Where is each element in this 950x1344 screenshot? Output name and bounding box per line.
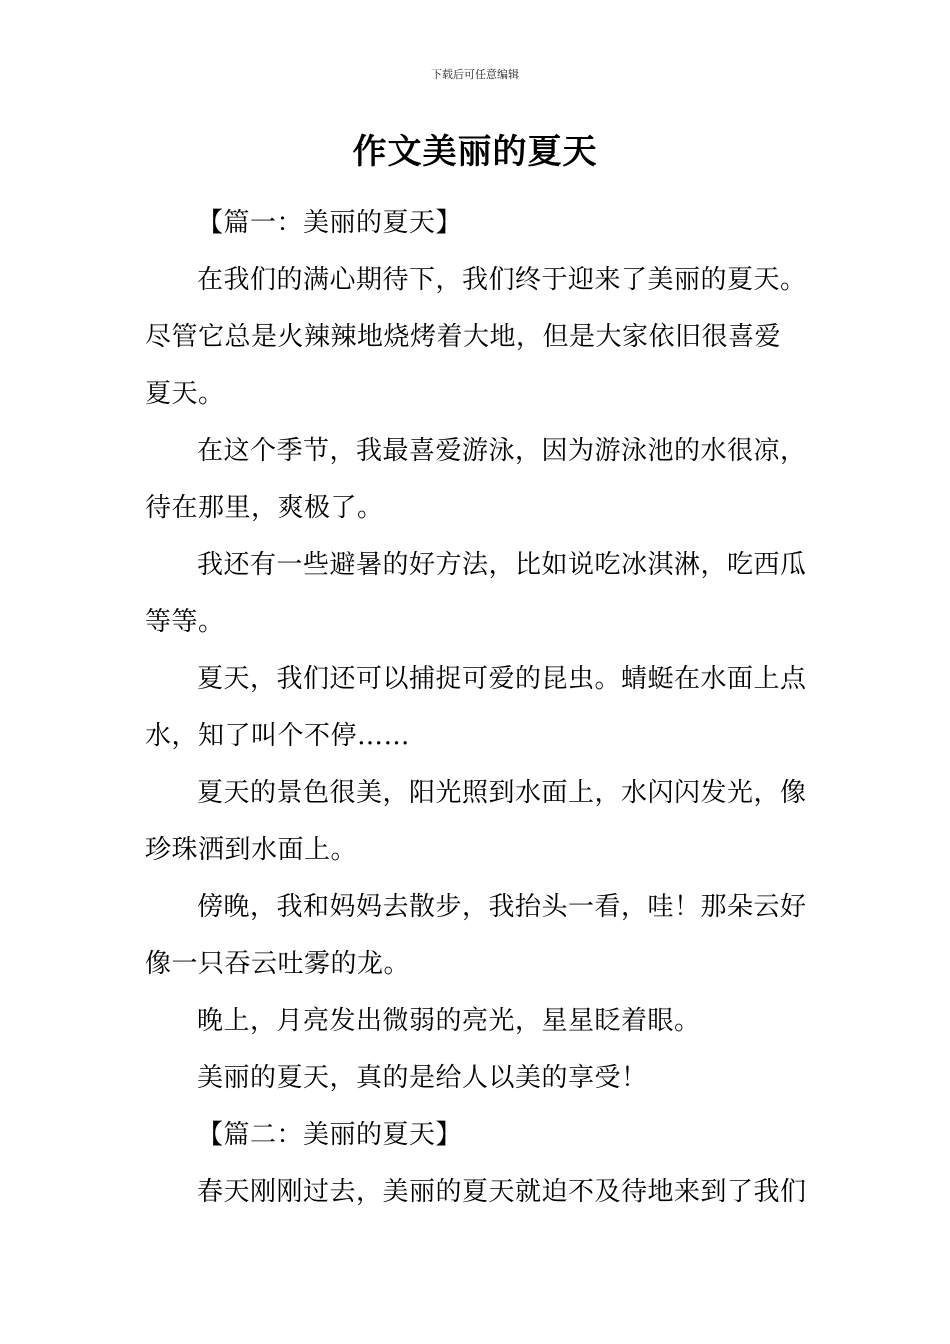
- paragraph: 美丽的夏天，真的是给人以美的享受！: [197, 1063, 648, 1093]
- paragraph: 夏天，我们还可以捕捉可爱的昆虫。蜻蜓在水面上点水，知了叫个不停……: [145, 664, 807, 751]
- paragraph: 在我们的满心期待下，我们终于迎来了美丽的夏天。尽管它总是火辣辣地烧烤着大地，但是大家依旧很喜爱夏天。: [145, 265, 807, 409]
- section-heading-2: 【篇二：美丽的夏天】: [197, 1120, 463, 1150]
- paragraph: 在这个季节，我最喜爱游泳，因为游泳池的水很凉，待在那里，爽极了。: [145, 436, 807, 523]
- section-heading-1: 【篇一：美丽的夏天】: [197, 208, 463, 238]
- paragraph: 晚上，月亮发出微弱的亮光，星星眨着眼。: [197, 1006, 701, 1036]
- article-body: [145, 195, 807, 1221]
- page-title: 作文美丽的夏天: [352, 132, 598, 172]
- paragraph: 夏天的景色很美，阳光照到水面上，水闪闪发光，像珍珠洒到水面上。: [145, 778, 807, 865]
- paragraph: 春天刚刚过去，美丽的夏天就迫不及待地来到了我们: [197, 1177, 807, 1207]
- paragraph: 傍晚，我和妈妈去散步，我抬头一看，哇！那朵云好像一只吞云吐雾的龙。: [145, 892, 807, 979]
- paragraph: 我还有一些避暑的好方法，比如说吃冰淇淋，吃西瓜等等。: [145, 550, 807, 637]
- header-note: 下载后可任意编辑: [431, 68, 519, 81]
